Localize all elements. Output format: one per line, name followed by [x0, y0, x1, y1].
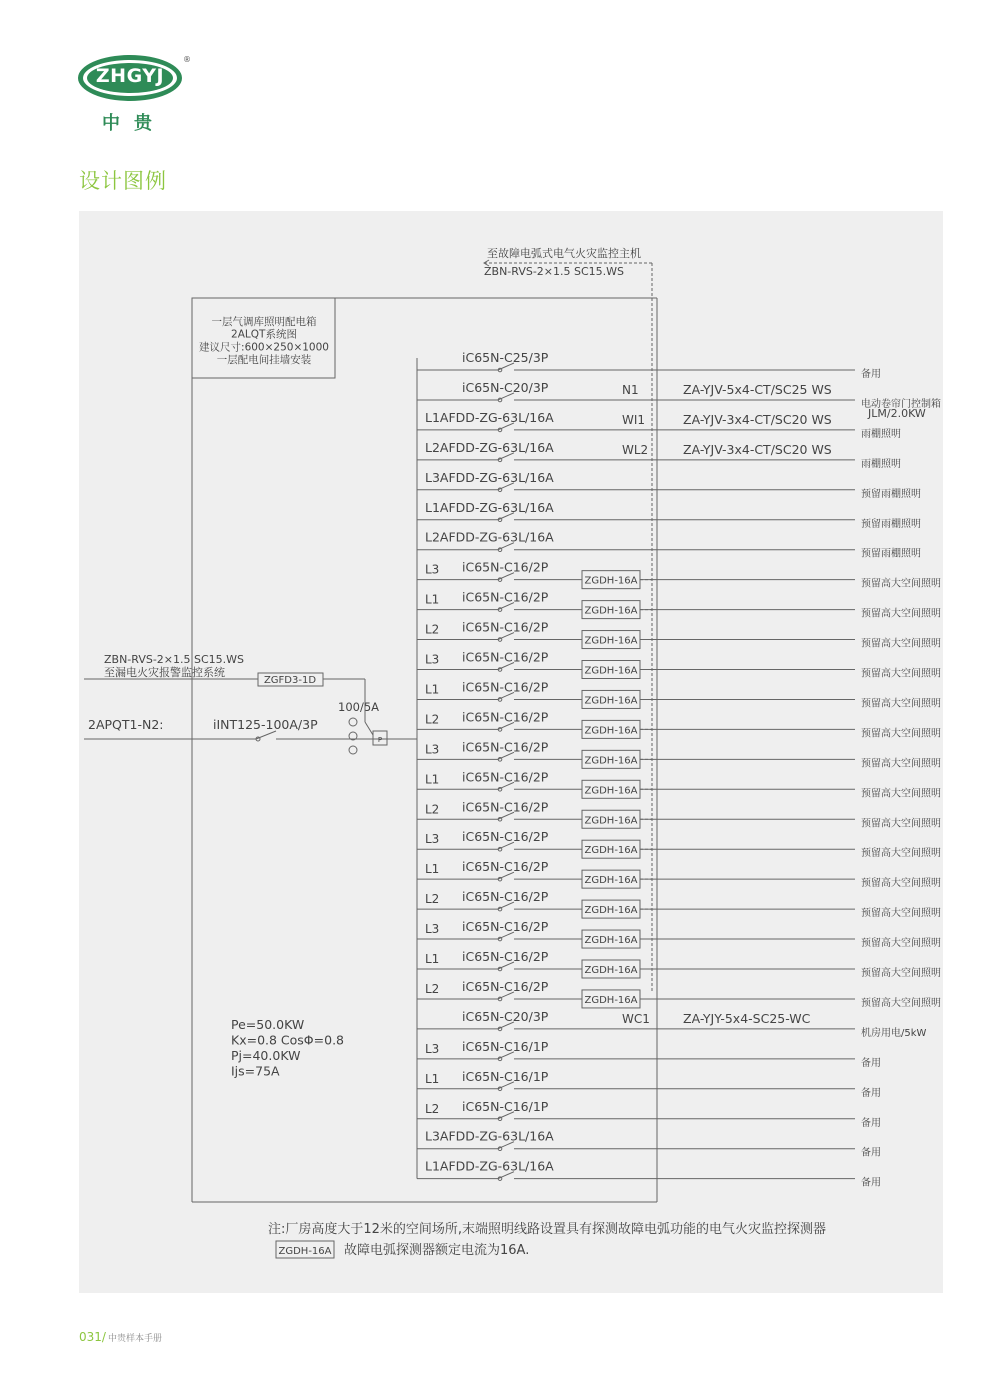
feeder-load-label: 预留高大空间照明 — [861, 938, 941, 950]
manual-name: 中贵样本手册 — [107, 1334, 162, 1344]
panel-info-line: 一层配电间挂墙安装 — [216, 354, 312, 367]
arc-detector-label: ZGDH-16A — [584, 605, 638, 617]
feeder-load-label: 备用 — [861, 1177, 881, 1189]
page-number: 031/ — [79, 1330, 106, 1344]
logo-chinese-name: 中贵 — [102, 113, 166, 134]
arc-detector-label: ZGDH-16A — [584, 875, 638, 887]
feeder-breaker-label: iC65N-C20/3P — [462, 1008, 549, 1024]
feeder-breaker-label: iC65N-C16/1P — [462, 1098, 549, 1114]
feeder-breaker-label: iC65N-C20/3P — [462, 379, 549, 395]
feeder-breaker-label: iC65N-C16/2P — [462, 619, 549, 635]
panel-info-line: 一层气调库照明配电箱 — [211, 316, 317, 328]
page-title: 设计图例 — [79, 169, 167, 193]
feeder-circuit-id: WC1 — [622, 1011, 650, 1026]
feeder-cable-label: ZA-YJV-3x4-CT/SC20 WS — [683, 411, 832, 427]
feeder-breaker-label: L1AFDD-ZG-63L/16A — [425, 409, 554, 425]
feeder-load-label: 电动卷帘门控制箱 — [861, 398, 941, 410]
feeder-breaker-label: L3AFDD-ZG-63L/16A — [425, 1128, 554, 1144]
registered-mark: ® — [183, 55, 191, 64]
main-breaker-label: iINT125-100A/3P — [213, 717, 318, 732]
feeder-phase-label: L2 — [425, 892, 440, 907]
feeder-load-label: 备用 — [861, 1057, 881, 1069]
feeder-phase-label: L2 — [425, 1101, 440, 1116]
feeder-breaker-label: iC65N-C16/2P — [462, 769, 549, 785]
feeder-breaker-label: iC65N-C16/1P — [462, 1038, 549, 1054]
feeder-load-label: 预留高大空间照明 — [861, 578, 941, 590]
alarm-module-label: ZGFD3-1D — [263, 675, 317, 686]
feeder-phase-label: L1 — [425, 1071, 440, 1086]
feeder-breaker-label: iC65N-C16/2P — [462, 978, 549, 994]
feeder-load-label: 预留高大空间照明 — [861, 878, 941, 890]
arc-detector-label: ZGDH-16A — [584, 815, 638, 827]
feeder-load-label: 预留高大空间照明 — [861, 848, 941, 860]
feeder-cable-label: ZA-YJY-5x4-SC25-WC — [683, 1010, 811, 1026]
feeder-circuit-id: WL2 — [622, 442, 649, 457]
feeder-circuit-id: WI1 — [622, 412, 646, 427]
feeder-load-label: 预留高大空间照明 — [861, 698, 941, 710]
arc-detector-label: ZGDH-16A — [584, 575, 638, 587]
ct-ratio-label: 100/5A — [338, 700, 380, 714]
feeder-phase-label: L1 — [425, 592, 440, 607]
feeder-breaker-label: L2AFDD-ZG-63L/16A — [425, 439, 554, 455]
feeder-load-label: 预留高大空间照明 — [861, 728, 941, 740]
feeder-phase-label: L2 — [425, 981, 440, 996]
feeder-phase-label: L2 — [425, 622, 440, 637]
feeder-load-label: 预留高大空间照明 — [861, 997, 941, 1009]
feeder-load-label: 备用 — [861, 369, 881, 380]
note-detector-label: ZGDH-16A — [278, 1246, 332, 1257]
feeder-breaker-label: iC65N-C16/2P — [462, 919, 549, 935]
feeder-phase-label: L1 — [425, 952, 440, 966]
feeder-phase-label: L1 — [425, 862, 440, 877]
feeder-load-label: 备用 — [861, 1117, 881, 1129]
feeder-cable-label: ZA-YJV-3x4-CT/SC20 WS — [683, 441, 832, 457]
feeder-phase-label: L1 — [425, 682, 440, 697]
feeder-load-label-2: JLM/2.0KW — [868, 406, 926, 420]
feeder-breaker-label: iC65N-C16/2P — [462, 589, 549, 605]
feeder-breaker-label: iC65N-C16/2P — [462, 859, 549, 875]
feeder-load-label: 预留雨棚照明 — [861, 518, 921, 530]
feeder-breaker-label: L3AFDD-ZG-63L/16A — [425, 469, 554, 485]
feeder-breaker-label: iC65N-C16/2P — [462, 799, 549, 815]
feeder-load-label: 预留高大空间照明 — [861, 818, 941, 830]
feeder-phase-label: L3 — [425, 742, 440, 757]
feeder-load-label: 雨棚照明 — [861, 428, 901, 440]
arc-detector-label: ZGDH-16A — [584, 994, 638, 1006]
feeder-circuit-id: N1 — [622, 382, 639, 397]
feeder-load-label: 雨棚照明 — [861, 458, 901, 470]
feeder-load-label: 机房用电/5kW — [861, 1027, 927, 1039]
alarm-cable-label: ZBN-RVS-2×1.5 SC15.WS — [104, 653, 245, 666]
feeder-load-label: 备用 — [861, 1087, 881, 1099]
load-calc-line: Ijs=75A — [231, 1063, 280, 1079]
feeder-load-label: 备用 — [861, 1147, 881, 1159]
feeder-phase-label: L3 — [425, 1041, 440, 1056]
feeder-breaker-label: iC65N-C16/2P — [462, 949, 549, 964]
panel-info-line: 2ALQT系统图 — [231, 328, 297, 341]
feeder-load-label: 预留高大空间照明 — [861, 668, 941, 680]
monitor-cable-label: ZBN-RVS-2×1.5 SC15.WS — [484, 265, 625, 278]
load-calc-line: Pj=40.0KW — [231, 1048, 301, 1063]
arc-detector-label: ZGDH-16A — [584, 755, 638, 767]
feeder-cable-label: ZA-YJV-5x4-CT/SC25 WS — [683, 381, 832, 397]
feeder-breaker-label: iC65N-C16/2P — [462, 679, 549, 695]
feeder-breaker-label: L1AFDD-ZG-63L/16A — [425, 499, 554, 515]
current-transformer-icon — [349, 746, 357, 754]
feeder-load-label: 预留雨棚照明 — [861, 548, 921, 560]
feeder-phase-label: L1 — [425, 772, 440, 787]
feeder-breaker-label: iC65N-C16/2P — [462, 829, 549, 845]
note-line-1: 注:厂房高度大于12米的空间场所,末端照明线路设置具有探测故障电弧功能的电气火灾监控探测器 — [268, 1222, 827, 1237]
feeder-breaker-label: iC65N-C16/2P — [462, 889, 549, 905]
feeder-breaker-label: iC65N-C16/2P — [462, 739, 549, 755]
arc-detector-label: ZGDH-16A — [584, 965, 638, 976]
feeder-load-label: 预留高大空间照明 — [861, 908, 941, 920]
feeder-phase-label: L3 — [425, 652, 440, 667]
page-footer — [79, 1330, 162, 1344]
load-calc-line: Pe=50.0KW — [231, 1017, 305, 1032]
feeder-phase-label: L3 — [425, 922, 440, 937]
feeder-phase-label: L3 — [425, 562, 440, 577]
feeder-breaker-label: iC65N-C16/2P — [462, 649, 549, 665]
meter-label: P — [377, 736, 383, 744]
feeder-phase-label: L2 — [425, 802, 440, 817]
arc-detector-label: ZGDH-16A — [584, 695, 638, 707]
feeder-load-label: 预留高大空间照明 — [861, 638, 941, 650]
feeder-load-label: 预留高大空间照明 — [861, 758, 941, 770]
feeder-load-label: 预留高大空间照明 — [861, 788, 941, 800]
incoming-source-label: 2APQT1-N2: — [88, 717, 164, 732]
arc-detector-label: ZGDH-16A — [584, 845, 638, 857]
feeder-breaker-label: iC65N-C16/1P — [462, 1068, 549, 1084]
feeder-load-label: 预留高大空间照明 — [861, 608, 941, 620]
feeder-phase-label: L3 — [425, 832, 440, 847]
feeder-breaker-label: iC65N-C16/2P — [462, 559, 549, 575]
feeder-breaker-label: L2AFDD-ZG-63L/16A — [425, 529, 554, 545]
arc-detector-label: ZGDH-16A — [584, 905, 638, 917]
feeder-breaker-label: iC65N-C25/3P — [462, 350, 549, 365]
load-calc-line: Kx=0.8 CosΦ=0.8 — [231, 1032, 345, 1048]
feeder-phase-label: L2 — [425, 712, 440, 727]
feeder-breaker-label: L1AFDD-ZG-63L/16A — [425, 1158, 554, 1174]
arc-detector-label: ZGDH-16A — [584, 785, 638, 797]
alarm-dest-label: 至漏电火灾报警监控系统 — [104, 666, 225, 679]
current-transformer-icon — [349, 718, 357, 726]
monitor-host-label: 至故障电弧式电气火灾监控主机 — [487, 247, 641, 260]
arc-detector-label: ZGDH-16A — [584, 635, 638, 647]
feeder-breaker-label: iC65N-C16/2P — [462, 709, 549, 725]
note-line-2: 故障电弧探测器额定电流为16A. — [344, 1243, 530, 1258]
arc-detector-label: ZGDH-16A — [584, 725, 638, 737]
panel-info-line: 建议尺寸:600×250×1000 — [199, 341, 329, 354]
feeder-load-label: 预留高大空间照明 — [861, 968, 941, 979]
arc-detector-label: ZGDH-16A — [584, 665, 638, 677]
logo-text: ZHGYJ — [95, 65, 165, 87]
meter-link — [365, 722, 373, 735]
arc-detector-label: ZGDH-16A — [584, 935, 638, 947]
feeder-load-label: 预留雨棚照明 — [861, 488, 921, 500]
